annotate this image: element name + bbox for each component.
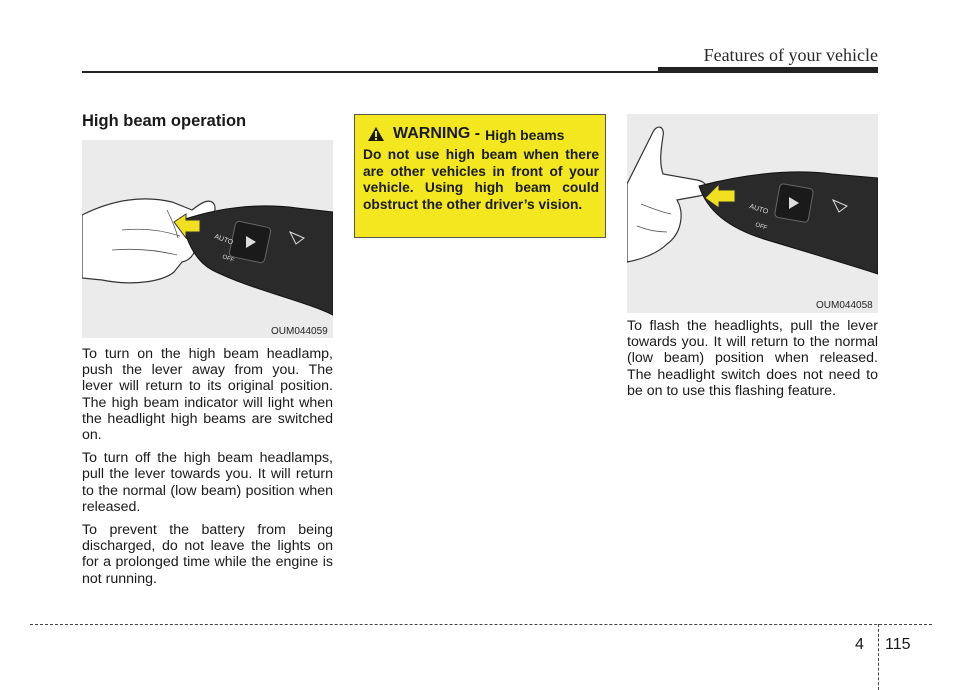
paragraph: To turn off the high beam headlamps, pull the lever towards you. It will return to the normal (low beam) position when released.: [82, 450, 333, 515]
chapter-number: 4: [855, 636, 864, 653]
figure-right: [627, 114, 878, 313]
right-column-text: [627, 318, 878, 406]
warning-title: WARNING -: [393, 124, 481, 142]
figure-left-label: OUM044059: [271, 326, 328, 337]
header-rule-accent: [658, 67, 878, 73]
footer-divider: [878, 624, 879, 690]
lever-label-off: OFF: [221, 254, 235, 264]
figure-left: [82, 140, 333, 338]
paragraph: To turn on the high beam headlamp, push the lever away from you. The lever will return to its original position. The high beam indicator will light when the headlight high beams are switched on.: [82, 346, 333, 444]
hand-pushing-lever-illustration: [82, 140, 333, 338]
paragraph: To prevent the battery from being discharged, do not leave the lights on for a prolonged time while the engine is not running.: [82, 522, 333, 587]
warning-subtitle: High beams: [485, 127, 565, 143]
lever-label-off: OFF: [754, 222, 768, 232]
paragraph: To flash the headlights, pull the lever towards you. It will return to the normal (low beam) position when released. The headlight switch does not need to be on to use this flashing feature.: [627, 318, 878, 399]
warning-triangle-icon: [367, 126, 385, 142]
warning-header: [367, 124, 564, 143]
lever-label-auto: AUTO: [213, 233, 234, 247]
left-column-text: [82, 346, 333, 594]
section-title: High beam operation: [82, 112, 247, 130]
header-title: Features of your vehicle: [703, 45, 878, 65]
footer-rule: [30, 624, 932, 625]
lever-label-auto: AUTO: [748, 203, 769, 216]
figure-right-label: OUM044058: [816, 300, 873, 311]
hand-pulling-lever-illustration: [627, 114, 878, 313]
warning-body: Do not use high beam when there are other vehicles in front of your vehicle. Using high beam could obstruct the other driver’s vision.: [363, 147, 599, 212]
warning-box: [354, 114, 606, 238]
page-number: 115: [885, 636, 911, 653]
